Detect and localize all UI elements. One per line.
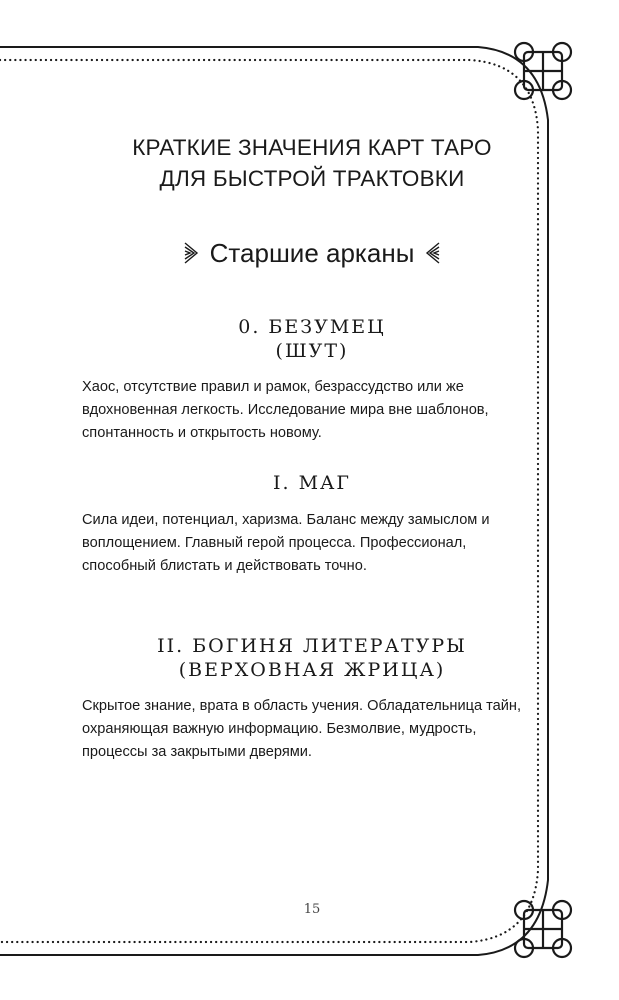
card-title-line2: (ШУТ) bbox=[275, 340, 349, 362]
section-title: Старшие арканы bbox=[209, 238, 415, 268]
page-title-line2: ДЛЯ БЫСТРОЙ ТРАКТОВКИ bbox=[159, 166, 465, 191]
card-description-fool: Хаос, отсутствие правил и рамок, безрассудство или же вдохновенная легкость. Исследование мира вне шаблонов, спонтанность и открытость новому. bbox=[82, 379, 489, 441]
leaf-ornament-right-icon bbox=[422, 240, 442, 266]
card-title-line1: II. БОГИНЯ ЛИТЕРАТУРЫ bbox=[157, 635, 467, 657]
page-title-line1: КРАТКИЕ ЗНАЧЕНИЯ КАРТ ТАРО bbox=[132, 135, 492, 160]
page-title bbox=[82, 132, 542, 194]
card-title-high-priestess bbox=[82, 634, 542, 682]
section-heading bbox=[82, 237, 542, 269]
card-title-magician bbox=[82, 471, 542, 495]
card-title-line1: 0. БЕЗУМЕЦ bbox=[238, 316, 386, 338]
page-number: 15 bbox=[303, 902, 321, 917]
card-description-magician: Сила идеи, потенциал, харизма. Баланс между замыслом и воплощением. Главный герой процесса. Профессионал, способный блистать и действовать точно. bbox=[82, 512, 490, 574]
card-title-line1: I. МАГ bbox=[272, 472, 351, 494]
card-title-line2: (ВЕРХОВНАЯ ЖРИЦА) bbox=[178, 659, 446, 681]
leaf-ornament-left-icon bbox=[182, 240, 202, 266]
card-description-high-priestess: Скрытое знание, врата в область учения. Обладательница тайн, охраняющая важную информацию. Безмолвие, мудрость, процессы за закрытыми дверями. bbox=[82, 698, 522, 760]
knot-ornament-top bbox=[515, 43, 571, 99]
card-title-fool bbox=[82, 315, 542, 363]
